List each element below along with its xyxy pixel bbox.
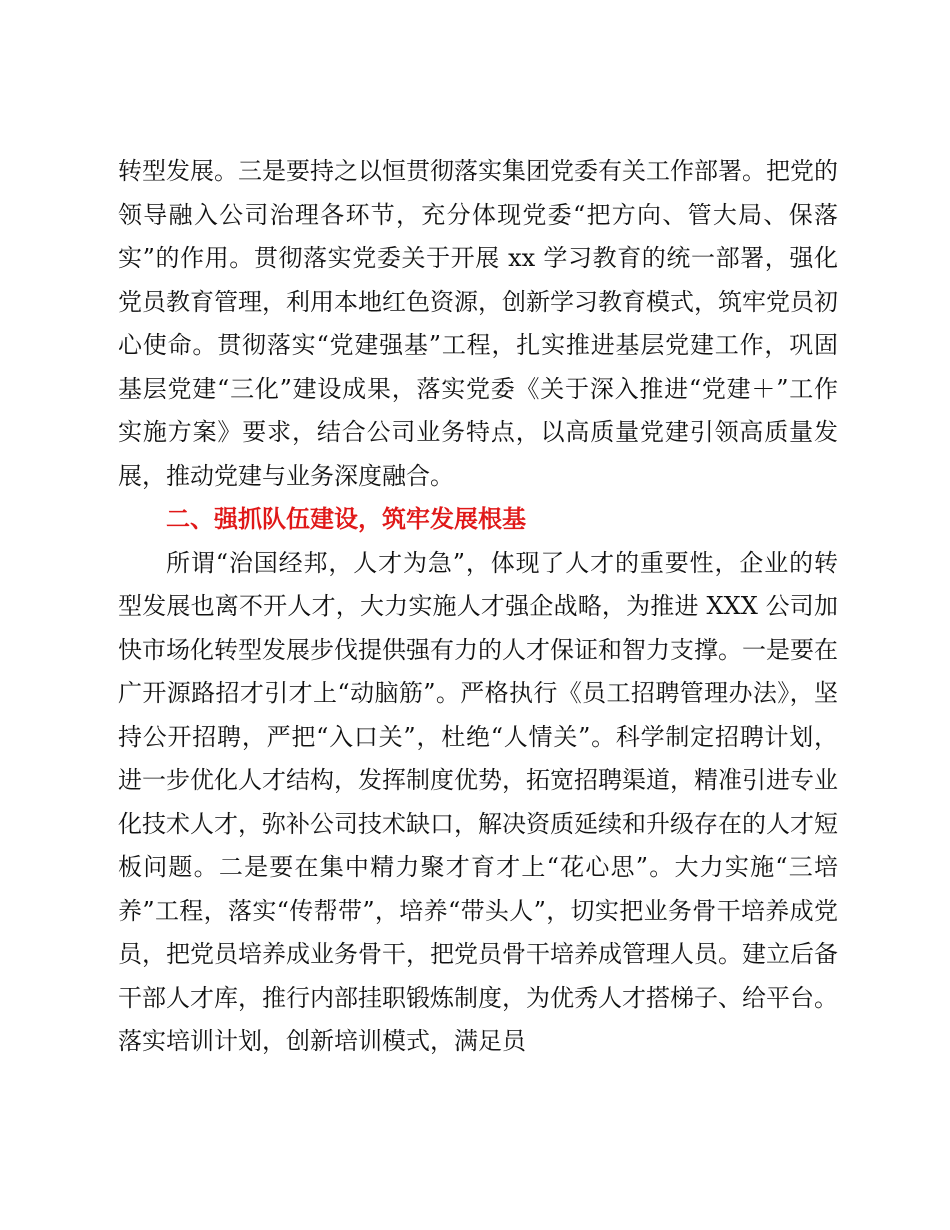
section-heading: 二、强抓队伍建设，筑牢发展根基 [166,505,526,533]
document-body [118,150,838,1064]
paragraph-talent: 所谓“治国经邦，人才为急”，体现了人才的重要性，企业的转型发展也离不开人才，大力实施人才强企战略，为推进 XXX 公司加快市场化转型发展步伐提供强有力的人才保证和智力支撑。一是要在广开源路招才引才上“动脑筋”。严格执行《员工招聘管理办法》，坚持公开招聘，严把“入口关”，杜绝“人情关”。科学制定招聘计划，进一步优化人才结构，发挥制度优势，拓宽招聘渠道，精准引进专业化技术人才，弥补公司技术缺口，解决资质延续和升级存在的人才短板问题。二是要在集中精力聚才育才上“花心思”。大力实施“三培养”工程，落实“传帮带”，培养“带头人”，切实把业务骨干培养成党员，把党员培养成业务骨干，把党员骨干培养成管理人员。建立后备干部人才库，推行内部挂职锻炼制度，为优秀人才搭梯子、给平台。落实培训计划，创新培训模式，满足员 [118,548,838,1055]
paragraph-continuation: 转型发展。三是要持之以恒贯彻落实集团党委有关工作部署。把党的领导融入公司治理各环节，充分体现党委“把方向、管大局、保落实”的作用。贯彻落实党委关于开展 xx 学习教育的统一部署，强化党员教育管理，利用本地红色资源，创新学习教育模式，筑牢党员初心使命。贯彻落实“党建强基”工程，扎实推进基层党建工作，巩固基层党建“三化”建设成果，落实党委《关于深入推进“党建＋”工作实施方案》要求，结合公司业务特点，以高质量党建引领高质量发展，推动党建与业务深度融合。 [118,157,838,490]
